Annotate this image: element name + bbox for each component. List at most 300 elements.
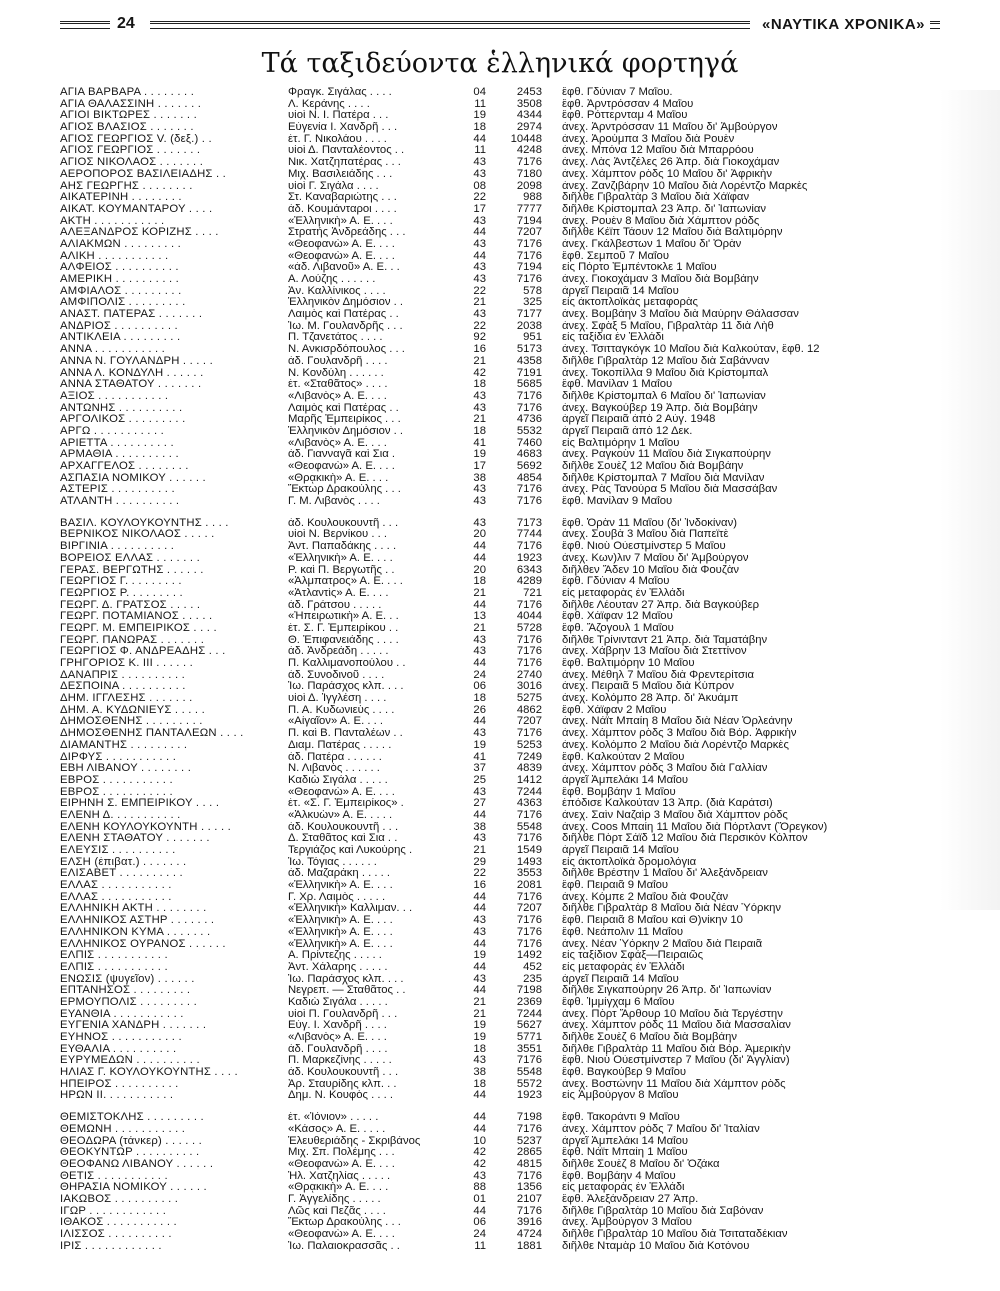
ship-owner: Μιχ. Σπ. Πολέμης . . . xyxy=(288,1147,395,1159)
ship-year: 43 xyxy=(473,786,486,798)
ship-owner: Ἀρ. Σταυρίδης κλπ. . . xyxy=(288,1078,397,1090)
ship-year: 43 xyxy=(473,274,486,285)
ship-status: ἀνεχ. Τοκοπίλλα 9 Μαΐου διὰ Κρίστομπαλ xyxy=(562,367,769,379)
ship-owner: «Θρᾳκικὴ» Α. Ε. . . . xyxy=(288,472,389,484)
ship-status: ἔφθ. Χάϊφαν 2 Μαΐου xyxy=(562,704,667,716)
ship-year: 20 xyxy=(473,564,486,576)
ship-status: ἔφθ. Σεμποῦ 7 Μαΐου xyxy=(562,250,670,262)
table-row xyxy=(60,611,950,623)
ship-tonnage: 3916 xyxy=(516,1217,542,1229)
ship-owner: «Λιβανὸς» Α. Ε. . . . xyxy=(288,437,387,449)
table-row xyxy=(60,670,950,682)
ship-name: ΕΒΡΟΣ . . . . . . . . . . . xyxy=(60,786,173,798)
ship-table xyxy=(60,87,950,1252)
ship-name: ΗΛΙΑΣ Γ. ΚΟΥΛΟΥΚΟΥΝΤΗΣ . . . . xyxy=(60,1067,238,1079)
ship-name: ΕΡΜΟΥΠΟΛΙΣ . . . . . . . . . xyxy=(60,996,197,1008)
ship-year: 44 xyxy=(473,227,486,239)
ship-tonnage: 7194 xyxy=(516,262,542,274)
ship-tonnage: 5237 xyxy=(516,1135,542,1147)
table-row xyxy=(60,529,950,541)
ship-status: ἔφθ. Γδύνιαν 7 Μαΐου. xyxy=(562,87,673,98)
ship-name: ΘΕΟΦΑΝΩ ΛΙΒΑΝΟΥ . . . . . . xyxy=(60,1158,214,1170)
table-row xyxy=(60,880,950,892)
ship-owner: Ἀντ. Παπαδάκης . . . . xyxy=(288,541,397,553)
page-number: 24 xyxy=(117,15,135,32)
table-row xyxy=(60,321,950,333)
ship-status: ἀνεχ. Χάμπτον ρὸδς 10 Μαΐου δι' Ἀφρικὴν xyxy=(562,168,772,180)
ship-status: ἔφθ. Νιοὺ Οὐεστμίνστερ 7 Μαΐου (δι' Ἀγγλίαν) xyxy=(562,1055,790,1067)
ship-status: ἔφθ. Γδύνιαν 4 Μαΐου xyxy=(562,576,670,588)
table-row xyxy=(60,623,950,635)
ship-name: ΘΗΡΑΣΙΑ ΝΟΜΙΚΟΥ . . . . . . xyxy=(60,1182,207,1194)
ship-year: 18 xyxy=(473,1043,486,1055)
ship-status: ἀργεῖ Πειραιᾶ ἀπὸ 12 Δεκ. xyxy=(562,425,693,437)
ship-tonnage: 7176 xyxy=(516,809,542,821)
ship-name: ΙΛΙΣΣΟΣ . . . . . . . . . . xyxy=(60,1229,172,1240)
table-row xyxy=(60,1067,950,1079)
ship-status: ἀνεχ. Βοστώνην 11 Μαΐου διὰ Χάμπτον ρὸδς xyxy=(562,1078,786,1090)
ship-name: ΑΙΚΑΤ. ΚΟΥΜΑΝΤΑΡΟΥ . . . . xyxy=(60,203,213,215)
ship-year: 18 xyxy=(473,425,486,437)
page-title: Τά ταξιδεύοντα ἑλληνικά φορτηγά xyxy=(261,48,739,79)
table-row xyxy=(60,728,950,740)
table-row xyxy=(60,1241,950,1253)
ship-owner: Π. καὶ Β. Πανταλέων . . xyxy=(288,728,403,740)
ship-year: 44 xyxy=(473,1205,486,1217)
ship-status: εἰς ἀκτοπλοϊκὰ δρομολόγια xyxy=(562,856,697,868)
ship-owner: «Ἑλληνικὴ» Α. Ε. . . . xyxy=(288,938,393,950)
table-row xyxy=(60,145,950,157)
ship-status: ἔφθ. Καλκούταν 2 Μαΐου xyxy=(562,751,685,763)
ship-status: διῆλθε Γιβραλτὰρ 8 Μαΐου διὰ Νέαν Ὑόρκην xyxy=(562,903,782,915)
ship-tonnage: 3016 xyxy=(516,681,542,693)
ship-name: ΗΠΕΙΡΟΣ . . . . . . . . . . xyxy=(60,1078,179,1090)
ship-status: ἀνεχ. Κολόμπο 28 Ἀπρ. δι' Ἀκυάμπ xyxy=(562,693,739,705)
ship-owner: «Ἀλκυὼν» Α. Ε. . . . . xyxy=(288,809,393,821)
ship-status: ἀνεχ. Ζανζιβάρην 10 Μαΐου διὰ Λορέντζο Μαρκὲς xyxy=(562,180,808,192)
ship-tonnage: 5627 xyxy=(516,1020,542,1032)
ship-name: ΘΕΟΔΩΡΑ (τάνκερ) . . . . . . xyxy=(60,1135,202,1147)
ship-status: διῆλθε Βρέστην 1 Μαΐου δι' Ἀλεξάνδρειαν xyxy=(562,868,768,880)
ship-name: ΕΥΓΕΝΙΑ ΧΑΝΔΡΗ . . . . . . . xyxy=(60,1020,207,1032)
ship-tonnage: 4044 xyxy=(516,611,542,623)
ship-year: 42 xyxy=(473,1158,486,1170)
ship-status: ἀργεῖ Ἀμπελάκι 14 Μαΐου xyxy=(562,774,689,786)
table-row xyxy=(60,1194,950,1206)
ship-owner: «Λιβανὸς» Α. Ε. . . . xyxy=(288,390,387,402)
ship-owner: «Ἑλληνικὴ» Α. Ε. . . . xyxy=(288,552,393,564)
ship-name: ΒΕΡΝΙΚΟΣ ΝΙΚΟΛΑΟΣ . . . . . xyxy=(60,529,215,541)
table-row xyxy=(60,379,950,391)
table-row xyxy=(60,810,950,822)
ship-year: 43 xyxy=(473,496,486,508)
table-row xyxy=(60,1020,950,1032)
ship-status: διῆλθε Γιβραλτὰρ 11 Μαΐου διὰ Βόρ. Ἀμερικὴν xyxy=(562,1043,791,1055)
ship-tonnage: 1492 xyxy=(516,950,542,962)
ship-name: ΕΛΕΝΗ ΣΤΑΘΑΤΟΥ . . . . . . . xyxy=(60,833,210,845)
ship-year: 10 xyxy=(473,1135,486,1147)
ship-owner: Τεργιάζος καὶ Λυκούρης . xyxy=(288,845,413,856)
ship-year: 38 xyxy=(473,821,486,833)
ship-status: εἰς μεταφορὰς ἐν Ἑλλάδι xyxy=(562,587,685,599)
ship-year: 43 xyxy=(473,1055,486,1067)
table-row xyxy=(60,309,950,321)
ship-tonnage: 7207 xyxy=(516,716,542,728)
ship-owner: Λαιμὸς καὶ Πατέρας . . xyxy=(288,402,399,414)
table-row xyxy=(60,227,950,239)
ship-name: ΑΡΜΑΘΙΑ . . . . . . . . . . xyxy=(60,449,179,461)
ship-owner: Ἀν. Καλλίνικος . . . . xyxy=(288,285,386,297)
table-row xyxy=(60,705,950,717)
ship-name: ΕΙΡΗΝΗ Σ. ΕΜΠΕΙΡΙΚΟΥ . . . . xyxy=(60,798,220,810)
ship-status: ἔφθ. Ὀρὰν 11 Μαΐου (δι' Ἰνδοκίναν) xyxy=(562,517,737,529)
ship-name: ΑΓΙΟΣ ΓΕΩΡΓΙΟΣ . . . . . . . xyxy=(60,145,201,157)
ship-status: ἀνεχ. Βομβάην 3 Μαΐου διὰ Μαύρην Θάλασσαν xyxy=(562,309,799,321)
ship-status: ἀργεῖ Πειραιᾶ ἀπὸ 2 Αὐγ. 1948 xyxy=(562,414,716,426)
ship-name: ΑΝΑΣΤ. ΠΑΤΕΡΑΣ . . . . . . . xyxy=(60,309,203,321)
ship-year: 42 xyxy=(473,367,486,379)
ship-name: ΕΝΩΣΙΣ (ψυγεῖον) . . . . . . xyxy=(60,973,195,985)
ship-year: 06 xyxy=(473,1217,486,1229)
ship-year: 44 xyxy=(473,250,486,262)
ship-status: ἀνεχ. Ρουὲν 8 Μαΐου διὰ Χάμπτον ρόδς xyxy=(562,215,760,227)
ship-owner: Νεγρεπ. — Σταθᾶτος . . xyxy=(288,985,406,997)
ship-year: 21 xyxy=(473,587,486,599)
ship-status: ἔφθ. Βαγκούβερ 9 Μαΐου xyxy=(562,1067,687,1079)
ship-tonnage: 452 xyxy=(523,961,542,973)
ship-year: 24 xyxy=(473,669,486,681)
table-row xyxy=(60,658,950,670)
page-header xyxy=(60,15,940,37)
ship-name: ΔΕΣΠΟΙΝΑ . . . . . . . . . . xyxy=(60,681,186,693)
ship-owner: υἱοὶ Δ. Πανταλέοντος . . xyxy=(288,145,405,157)
ship-tonnage: 7207 xyxy=(516,227,542,239)
ship-owner: Ἐλευθεριάδης - Σκριβάνος xyxy=(288,1135,421,1147)
ship-owner: ἐτ. Γ. Νικολάου . . . . xyxy=(288,133,387,145)
table-row xyxy=(60,274,950,286)
ship-status: ἀνεχ. Ρὰς Τανούρα 5 Μαΐου διὰ Μασσάβαν xyxy=(562,484,778,496)
ship-name: ΕΥΑΝΘΙΑ . . . . . . . . . . . xyxy=(60,1008,184,1020)
ship-owner: Γ. Μ. Λιβανὸς . . . . xyxy=(288,496,380,508)
table-row xyxy=(60,216,950,228)
ship-owner: Ἀντ. Χάλαρης . . . . . xyxy=(288,961,388,973)
ship-year: 18 xyxy=(473,693,486,705)
table-row xyxy=(60,110,950,122)
ship-name: ΑΡΧΑΓΓΕΛΟΣ . . . . . . . . xyxy=(60,461,189,472)
ship-tonnage: 4289 xyxy=(516,576,542,588)
ship-name: ΗΡΩΝ ΙΙ. . . . . . . . . . . xyxy=(60,1090,174,1102)
ship-name: ΔΗΜ. ΙΓΓΛΕΣΗΣ . . . . . . . xyxy=(60,693,193,705)
ship-status: διῆλθε Κρίστομπαλ 6 Μαΐου δι' Ἰαπωνίαν xyxy=(562,390,766,402)
ship-tonnage: 1549 xyxy=(516,845,542,856)
ship-year: 22 xyxy=(473,320,486,332)
ship-year: 92 xyxy=(473,332,486,344)
ship-year: 18 xyxy=(473,1078,486,1090)
ship-tonnage: 1356 xyxy=(516,1182,542,1194)
table-row xyxy=(60,122,950,134)
table-row xyxy=(60,997,950,1009)
ship-group xyxy=(60,87,950,508)
magazine-name: «ΝΑΥΤΙΚΑ ΧΡΟΝΙΚΑ» xyxy=(762,16,925,33)
table-row xyxy=(60,541,950,553)
ship-owner: «Κάσος» Α. Ε. . . . . xyxy=(288,1123,386,1135)
ship-tonnage: 7176 xyxy=(516,833,542,845)
ship-group xyxy=(60,518,950,1102)
table-row xyxy=(60,868,950,880)
ship-tonnage: 5548 xyxy=(516,1067,542,1079)
ship-tonnage: 7176 xyxy=(516,1205,542,1217)
ship-tonnage: 4736 xyxy=(516,414,542,426)
ship-status: ἀνεχ. Νάϊτ Μπαίη 8 Μαΐου διὰ Νέαν Ὀρλεάνην xyxy=(562,716,793,728)
ship-name: ΑΓΙΟΣ ΝΙΚΟΛΑΟΣ . . . . . . . xyxy=(60,157,204,169)
ship-tonnage: 7176 xyxy=(516,915,542,927)
ship-name: ΑΙΚΑΤΕΡΙΝΗ . . . . . . . . xyxy=(60,192,182,204)
table-row xyxy=(60,565,950,577)
ship-year: 21 xyxy=(473,1008,486,1020)
ship-status: ἀνεχ. Coos Μπαίη 11 Μαΐου διὰ Πόρτλαντ (Ὄρεγκον) xyxy=(562,821,828,833)
ship-status: διῆλθε Σουὲζ 12 Μαΐου διὰ Βομβάην xyxy=(562,461,744,472)
ship-name: ΑΝΝΑ Ν. ΓΟΥΛΑΝΔΡΗ . . . . . xyxy=(60,355,213,367)
ship-year: 41 xyxy=(473,437,486,449)
ship-status: ἀνεχ. Πὸρτ Ἄρθουρ 10 Μαΐου διὰ Τεργέστην xyxy=(562,1008,783,1020)
ship-owner: Καδιὼ Σιγάλα . . . . . xyxy=(288,996,388,1008)
table-row xyxy=(60,576,950,588)
ship-year: 06 xyxy=(473,681,486,693)
ship-status: διῆλθε Γιβραλτὰρ 12 Μαΐου διὰ Σαβάνναν xyxy=(562,355,770,367)
ship-status: εἰς μεταφορὰς ἐν Ἑλλάδι xyxy=(562,961,685,973)
ship-status: ἀνεχ. Χάμπτον ρὸδς 3 Μαΐου διὰ Βόρ. Ἀφρικὴν xyxy=(562,728,797,740)
ship-year: 44 xyxy=(473,938,486,950)
ship-tonnage: 7176 xyxy=(516,926,542,938)
ship-status: διῆλθε Λέουταν 27 Ἀπρ. διὰ Βαγκούβερ xyxy=(562,599,760,611)
ship-name: ΔΗΜΟΣΘΕΝΗΣ ΠΑΝΤΑΛΕΩΝ . . . . xyxy=(60,728,244,740)
ship-status: ἀνεχ. Χάμπτον ρὸδς 11 Μαΐου διὰ Μασσαλίαν xyxy=(562,1020,791,1032)
ship-status: διῆλθε Γιβραλτὰρ 10 Μαΐου διὰ Τσιταταδέκιαν xyxy=(562,1229,788,1240)
ship-status: ἀνεχ. Γκάλβεστων 1 Μαΐου δι' Ὀρὰν xyxy=(562,238,742,250)
ship-owner: Ρ. καὶ Π. Βεργωτῆς . . xyxy=(288,564,395,576)
ship-owner: ἀδ. Κουμάνταροι . . . . xyxy=(288,203,397,215)
ship-year: 44 xyxy=(473,891,486,903)
ship-status: εἰς ταξίδια ἐν Ἑλλάδι xyxy=(562,332,664,344)
ship-name: ΑΓΙΟΣ ΒΛΑΣΙΟΣ . . . . . . . xyxy=(60,122,194,134)
ship-year: 17 xyxy=(473,461,486,472)
ship-status: ἀνεχ. Νέαν Ὑόρκην 2 Μαΐου διὰ Πειραιᾶ xyxy=(562,938,763,950)
ship-status: ἔφθ. Νιοὺ Οὐεστμίνστερ 5 Μαΐου xyxy=(562,541,726,553)
ship-year: 44 xyxy=(473,1112,486,1124)
table-row xyxy=(60,391,950,403)
ship-tonnage: 7177 xyxy=(516,309,542,321)
header-rule-left xyxy=(60,21,110,29)
ship-owner: υἱοὶ Δ. Ἰγγλέση . . . . xyxy=(288,693,387,705)
ship-status: ἀνεχ. Χάμπτον ρὸδς 3 Μαΐου διὰ Γαλλίαν xyxy=(562,763,768,775)
ship-name: ΓΕΩΡΓ. ΠΑΝΩΡΑΣ . . . . . . . xyxy=(60,634,205,646)
ship-owner: ἀδ. Γουλανδρῆ . . . . xyxy=(288,1043,388,1055)
ship-year: 38 xyxy=(473,472,486,484)
ship-name: ΘΕΜΙΣΤΟΚΛΗΣ . . . . . . . . . xyxy=(60,1112,204,1124)
table-row xyxy=(60,169,950,181)
table-row xyxy=(60,449,950,461)
ship-owner: Ἕκτωρ Δρακούλης . . . xyxy=(288,1217,401,1229)
ship-tonnage: 7191 xyxy=(516,367,542,379)
ship-status: εἰς Βαλτιμόρην 1 Μαΐου xyxy=(562,437,680,449)
ship-status: ἀργεῖ Πειραιᾶ 14 Μαΐου xyxy=(562,845,679,856)
ship-owner: «Ἑλληνικὴ» Α. Ε. . . . xyxy=(288,880,393,892)
ship-status: εἰς ἀκτοπλοϊκὰς μεταφορὰς xyxy=(562,297,698,309)
ship-name: ΑΛΙΑΚΜΩΝ . . . . . . . . . xyxy=(60,238,181,250)
ship-name: ΑΓΙΑ ΒΑΡΒΑΡΑ . . . . . . . . xyxy=(60,87,195,98)
ship-year: 16 xyxy=(473,344,486,356)
ship-tonnage: 7198 xyxy=(516,985,542,997)
ship-name: ΒΑΣΙΛ. ΚΟΥΛΟΥΚΟΥΝΤΗΣ . . . . xyxy=(60,517,229,529)
ship-name: ΕΛΙΣΑΒΕΤ . . . . . . . . . . xyxy=(60,868,183,880)
header-rule-right xyxy=(930,21,940,29)
ship-status: ἔφθ. Ἰμμίγχαμ 6 Μαΐου xyxy=(562,996,675,1008)
ship-owner: «Ἑλληνικὴ» Καλλιμαν. . . xyxy=(288,903,413,915)
ship-owner: «Θεοφανὼ» Α. Ε. . . . xyxy=(288,786,395,798)
ship-tonnage: 2369 xyxy=(516,996,542,1008)
ship-year: 11 xyxy=(474,145,486,157)
table-row xyxy=(60,1182,950,1194)
ship-tonnage: 1881 xyxy=(516,1240,542,1252)
ship-tonnage: 7176 xyxy=(516,402,542,414)
ship-status: διῆλθε Κέϊπ Τάουν 12 Μαΐου διὰ Βαλτιμόρην xyxy=(562,227,783,239)
ship-name: ΑΛΙΚΗ . . . . . . . . . . . xyxy=(60,250,169,262)
table-row xyxy=(60,927,950,939)
ship-name: ΑΣΠΑΣΙΑ ΝΟΜΙΚΟΥ . . . . . . xyxy=(60,472,206,484)
ship-group xyxy=(60,1112,950,1252)
table-row xyxy=(60,1009,950,1021)
ship-tonnage: 7176 xyxy=(516,634,542,646)
ship-year: 43 xyxy=(473,926,486,938)
ship-name: ΓΡΗΓΟΡΙΟΣ Κ. ΙΙΙ . . . . . . xyxy=(60,658,193,669)
ship-owner: ἀδ. Μαζαράκη . . . . . xyxy=(288,868,391,880)
table-row xyxy=(60,157,950,169)
ship-status: εἰς μεταφορὰς ἐν Ἑλλάδι xyxy=(562,1182,685,1194)
ship-tonnage: 7173 xyxy=(516,517,542,529)
ship-name: ΘΕΟΚΥΝΤΩΡ . . . . . . . . . . xyxy=(60,1147,200,1159)
ship-owner: Λῶς καὶ Πεζᾶς . . . . xyxy=(288,1205,386,1217)
ship-owner: Μαρῆς Ἐμπειρίκος . . . xyxy=(288,414,401,426)
ship-tonnage: 2865 xyxy=(516,1147,542,1159)
ship-year: 44 xyxy=(473,903,486,915)
ship-owner: «Θεοφανὼ» Α. Ε. . . . xyxy=(288,250,395,262)
table-row xyxy=(60,962,950,974)
ship-tonnage: 10448 xyxy=(510,133,542,145)
ship-year: 21 xyxy=(473,355,486,367)
ship-tonnage: 7176 xyxy=(516,484,542,496)
ship-year: 43 xyxy=(473,915,486,927)
ship-year: 44 xyxy=(473,599,486,611)
ship-status: ἀνεχ. Χάμπτον ρὸδς 7 Μαΐου δι' Ἰταλίαν xyxy=(562,1123,760,1135)
ship-name: ΑΓΙΑ ΘΑΛΑΣΣΙΝΗ . . . . . . . xyxy=(60,98,202,110)
table-row xyxy=(60,1044,950,1056)
table-row xyxy=(60,518,950,530)
ship-year: 43 xyxy=(473,390,486,402)
ship-status: ἔφθ. Ἄζογουλ 1 Μαΐου xyxy=(562,622,674,634)
ship-status: ἀνεχ. Μπόνα 12 Μαΐου διὰ Μπαρρόου xyxy=(562,145,754,157)
ship-tonnage: 7176 xyxy=(516,1123,542,1135)
table-row xyxy=(60,496,950,508)
ship-year: 16 xyxy=(473,880,486,892)
ship-owner: Ἰω. Παράσχος κλπ. . . . xyxy=(288,681,404,693)
ship-status: ἀνεχ. Πειραιᾶ 5 Μαΐου διὰ Κύπρον xyxy=(562,681,735,693)
ship-owner: ἀδ. Συνοδινοῦ . . . . xyxy=(288,669,385,681)
table-row xyxy=(60,1055,950,1067)
ship-owner: «Θεοφανὼ» Α. Ε. . . . xyxy=(288,1229,395,1240)
ship-name: ΕΛΣΗ (ἐπιβατ.) . . . . . . . xyxy=(60,856,187,868)
ship-year: 43 xyxy=(473,833,486,845)
ship-name: ΓΕΩΡΓ. Δ. ΓΡΑΤΣΟΣ . . . . . xyxy=(60,599,201,611)
table-row xyxy=(60,134,950,146)
ship-year: 38 xyxy=(473,1067,486,1079)
ship-name: ΑΛΕΞΑΝΔΡΟΣ ΚΟΡΙΖΗΣ . . . . xyxy=(60,227,219,239)
ship-name: ΘΕΜΩΝΗ . . . . . . . . . . . xyxy=(60,1123,186,1135)
ship-year: 42 xyxy=(473,1147,486,1159)
ship-owner: Μιχ. Βασιλειάδης . . . xyxy=(288,168,393,180)
ship-year: 24 xyxy=(473,1229,486,1240)
ship-name: ΕΛΛΑΣ . . . . . . . . . . . xyxy=(60,880,172,892)
ship-tonnage: 1412 xyxy=(516,774,542,786)
table-row xyxy=(60,368,950,380)
ship-status: ἀνεχ. Ἀρντρόσσαν 11 Μαΐου δι' Ἀμβούργον xyxy=(562,122,778,134)
ship-name: ΕΥΡΥΜΕΔΩΝ . . . . . . . . . . xyxy=(60,1055,200,1067)
table-row xyxy=(60,403,950,415)
ship-year: 22 xyxy=(473,192,486,204)
table-row xyxy=(60,892,950,904)
table-row xyxy=(60,1171,950,1183)
ship-status: εἰς Ἀμβούργον 8 Μαΐου xyxy=(562,1090,679,1102)
ship-name: ΓΕΩΡΓ. ΠΟΤΑΜΙΑΝΟΣ . . . . . xyxy=(60,611,213,623)
ship-tonnage: 4839 xyxy=(516,763,542,775)
ship-year: 37 xyxy=(473,763,486,775)
table-row xyxy=(60,822,950,834)
ship-year: 18 xyxy=(473,379,486,391)
ship-tonnage: 7176 xyxy=(516,1170,542,1182)
ship-status: ἀνεχ. Μέθηλ 7 Μαΐου διὰ Φρεντερίτσια xyxy=(562,669,755,681)
ship-year: 43 xyxy=(473,309,486,321)
ship-owner: ἀδ. Κουλουκουντῆ . . . xyxy=(288,517,399,529)
ship-tonnage: 5173 xyxy=(516,344,542,356)
ship-status: ἀνεχ. Σφὰξ 5 Μαΐου, Γιβραλτὰρ 11 διὰ Λὴθ xyxy=(562,320,774,332)
ship-owner: Νικ. Χατζηπατέρας . . . xyxy=(288,157,401,169)
ship-name: ΑΕΡΟΠΟΡΟΣ ΒΑΣΙΛΕΙΑΔΗΣ . . xyxy=(60,168,226,180)
ship-status: ἔφθ. Ἀρντρόσσαν 4 Μαΐου xyxy=(562,98,694,110)
ship-tonnage: 4683 xyxy=(516,449,542,461)
ship-status: ἐπόδισε Καλκούταν 13 Ἀπρ. (διὰ Καράτσι) xyxy=(562,798,773,810)
ship-year: 44 xyxy=(473,541,486,553)
ship-year: 43 xyxy=(473,646,486,658)
ship-year: 18 xyxy=(473,576,486,588)
ship-tonnage: 5692 xyxy=(516,461,542,472)
ship-status: εἰς Πόρτο Ἐμπέντοκλε 1 Μαΐου xyxy=(562,262,717,274)
ship-name: ΑΤΛΑΝΤΗ . . . . . . . . . . xyxy=(60,496,180,508)
ship-name: ΕΛΛΗΝΙΚΗ ΑΚΤΗ . . . . . . . . xyxy=(60,903,207,915)
ship-name: ΙΑΚΩΒΟΣ . . . . . . . . . . xyxy=(60,1193,179,1205)
ship-year: 44 xyxy=(473,1123,486,1135)
ship-year: 19 xyxy=(473,950,486,962)
ship-status: διῆλθε Γιβραλτὰρ 3 Μαΐου διὰ Χάϊφαν xyxy=(562,192,750,204)
ship-year: 43 xyxy=(473,728,486,740)
ship-year: 43 xyxy=(473,157,486,169)
ship-tonnage: 3551 xyxy=(516,1043,542,1055)
ship-status: ἀνεχ. Ἀρούμπα 3 Μαΐου διὰ Ρουὲν xyxy=(562,133,735,145)
ship-tonnage: 4358 xyxy=(516,355,542,367)
ship-tonnage: 2081 xyxy=(516,880,542,892)
ship-year: 13 xyxy=(473,611,486,623)
ship-name: ΕΛΛΗΝΙΚΟΝ ΚΥΜΑ . . . . . . . xyxy=(60,926,211,938)
header-rule-middle xyxy=(150,21,750,29)
table-row xyxy=(60,915,950,927)
